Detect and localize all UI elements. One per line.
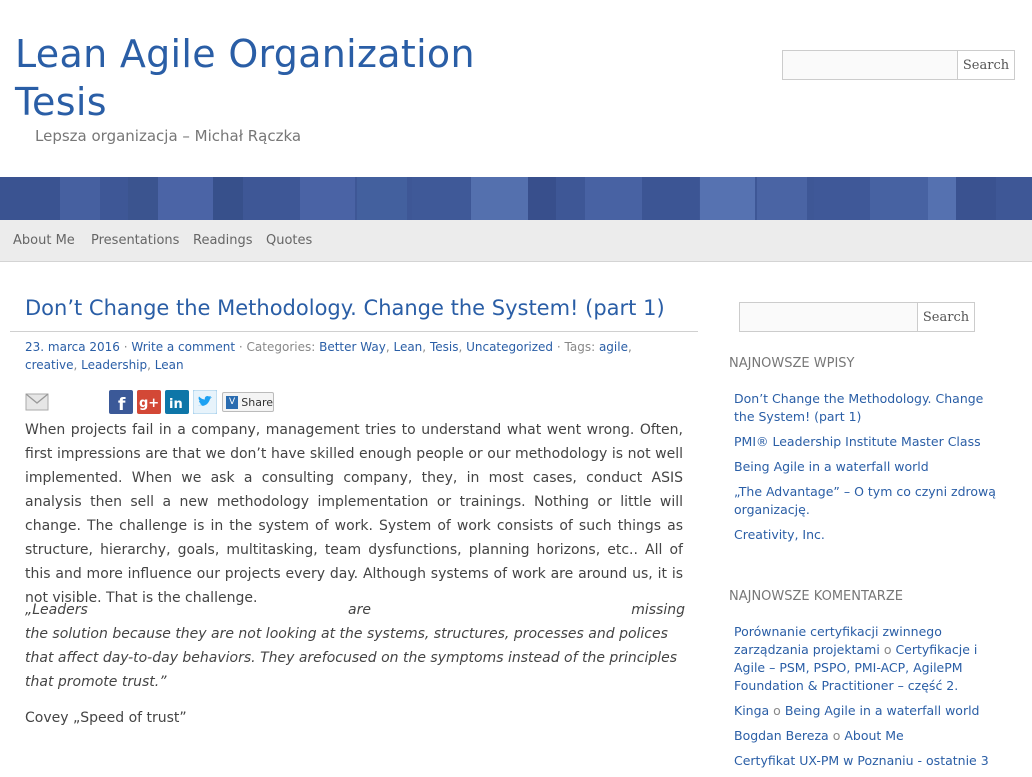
comment-post-link[interactable]: Certyfikacje i Agile – PSM, PSPO, PMI-ACP, AgilePM Foundation & Practitioner – część 2. (734, 642, 978, 693)
list-item (734, 623, 996, 695)
nav-item-about-me[interactable]: About Me (13, 233, 75, 248)
post-date[interactable]: 23. marca 2016 (25, 340, 120, 354)
comment-author-link[interactable]: Certyfikat UX-PM w Poznaniu - ostatnie 3 (734, 753, 989, 768)
twitter-icon[interactable] (193, 390, 217, 414)
post-quote (25, 598, 695, 694)
recent-post-link[interactable]: Being Agile in a waterfall world (734, 459, 929, 474)
tag-link[interactable]: Lean (154, 358, 184, 372)
list-item (734, 702, 996, 720)
recent-post-link[interactable]: Creativity, Inc. (734, 527, 825, 542)
list-item (734, 752, 996, 770)
sidebar-search-input[interactable] (739, 302, 918, 332)
google-plus-icon[interactable] (137, 390, 161, 414)
recent-comments-title: NAJNOWSZE KOMENTARZE (729, 589, 903, 604)
nav-item-quotes[interactable]: Quotes (266, 233, 313, 248)
header-search-input[interactable] (782, 50, 958, 80)
comment-separator: o (883, 642, 892, 657)
comment-separator: o (773, 703, 781, 718)
meta-separator: · (556, 340, 565, 354)
comment-link[interactable]: Write a comment (131, 340, 236, 354)
recent-comments-list (734, 623, 996, 777)
svg-text:in: in (169, 397, 183, 412)
recent-post-link[interactable]: PMI® Leadership Institute Master Class (734, 434, 981, 449)
category-link[interactable]: Uncategorized (466, 340, 554, 354)
facebook-icon[interactable] (109, 390, 133, 414)
meta-separator: · (123, 340, 132, 354)
meta-separator: · (238, 340, 247, 354)
tags-label: Tags: (564, 340, 596, 354)
tag-link[interactable]: Leadership (81, 358, 148, 372)
share-button-label: Share (241, 395, 273, 409)
list-item (734, 458, 996, 476)
category-link[interactable]: Tesis (429, 340, 459, 354)
comment-author-link[interactable]: Porównanie certyfikacji zwinnego zarządzania projektami (734, 624, 942, 657)
comment-post-link[interactable]: About Me (844, 728, 904, 743)
site-title[interactable]: Lean Agile Organization Tesis (15, 32, 475, 124)
tag-link[interactable]: agile (598, 340, 628, 354)
comment-author-link[interactable]: Kinga (734, 703, 770, 718)
sidebar-search-button[interactable]: Search (918, 302, 975, 332)
quote-word: „Leaders (25, 602, 88, 618)
recent-post-link[interactable]: „The Advantage” – O tym co czyni zdrową organizację. (734, 484, 996, 517)
quote-word: missing (631, 602, 685, 618)
list-item (734, 483, 996, 519)
main-navigation (0, 220, 1032, 262)
post-meta: 23. marca 2016 · Write a comment · Categories: Better Way, Lean, Tesis, Uncategorized · Tags: agile, creative, Leadership, Lean (25, 340, 632, 372)
site-description: Lepsza organizacja – Michał Rączka (35, 127, 302, 145)
post-body-paragraph: When projects fail in a company, management tries to understand what went wrong. Often, first impressions are that we don’t have skilled enough people or our methodology is not well implemented. When we ask a consulting company, they, in most cases, conduct ASIS analysis then sell a new methodology implementation or trainings. Nothing or little will change. The challenge is in the system of work. System of work consists of such things as structure, hierarchy, goals, multitasking, team dysfunctions, planning horizons, etc.. All of this and more influence our projects every day. Although systems of work are around us, it is not visible. That is the challenge. (25, 422, 683, 606)
header-search-button[interactable]: Search (958, 50, 1015, 80)
recent-posts-title: NAJNOWSZE WPISY (729, 356, 855, 371)
nav-item-presentations[interactable]: Presentations (91, 233, 180, 248)
share-button[interactable] (222, 392, 274, 412)
quote-text: the solution because they are not looking at the systems, structures, processes and polices that affect day-to-day behaviors. They arefocused on the symptoms instead of the principles that promote trust.” (25, 626, 678, 690)
quote-first-line (25, 598, 685, 622)
share-logo-icon: V (226, 396, 238, 409)
categories-label: Categories: (246, 340, 316, 354)
quote-word: are (348, 602, 371, 618)
svg-text:f: f (118, 395, 126, 414)
list-item (734, 390, 996, 426)
comment-post-link[interactable]: Being Agile in a waterfall world (784, 703, 980, 718)
quote-source: Covey „Speed of trust” (25, 710, 187, 726)
nav-item-readings[interactable]: Readings (193, 233, 253, 248)
list-item (734, 433, 996, 451)
svg-text:g+: g+ (139, 396, 160, 411)
header-banner (0, 177, 1032, 220)
category-link[interactable]: Lean (393, 340, 423, 354)
post-title[interactable]: Don’t Change the Methodology. Change the System! (part 1) (25, 296, 665, 320)
list-item (734, 526, 996, 544)
category-link[interactable]: Better Way (319, 340, 386, 354)
title-divider (10, 331, 698, 332)
linkedin-icon[interactable] (165, 390, 189, 414)
tag-link[interactable]: creative (25, 358, 74, 372)
comment-author-link[interactable]: Bogdan Bereza (734, 728, 829, 743)
recent-posts-list (734, 390, 996, 551)
recent-post-link[interactable]: Don’t Change the Methodology. Change the System! (part 1) (734, 391, 984, 424)
list-item (734, 727, 996, 745)
sidebar-search-form (739, 302, 975, 332)
email-icon[interactable] (25, 390, 49, 414)
comment-separator: o (832, 728, 841, 743)
header-search-form (782, 50, 1015, 80)
